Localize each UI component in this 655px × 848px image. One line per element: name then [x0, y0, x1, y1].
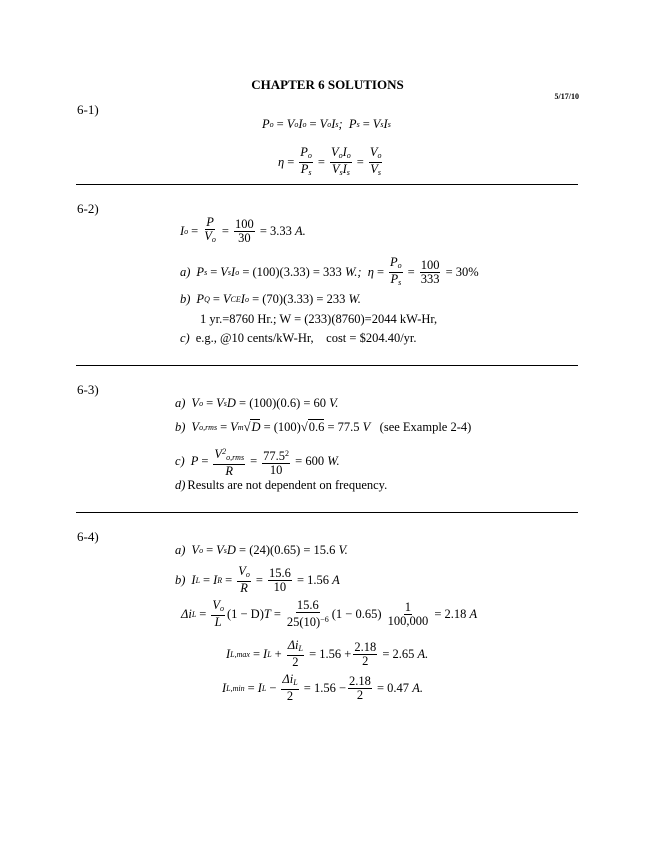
equation-transistor-power: b) P Q = V CE I o = (70)(3.33) = 233 W. [180, 292, 361, 306]
cost-line: c) e.g., @10 cents/kW-Hr, cost = $204.40/yr. [180, 331, 417, 345]
equation-rms-voltage: b) V o,rms = V m √ D = (100) √ 0.6 = 77.5 V (see Example 2-4) [175, 419, 472, 434]
equation-max-current: I L,max = I L + $\frac{\Delta i_L}{2}$ = 1.56 + $\frac{2.18}{2}$ = 2.65 A. [226, 638, 429, 669]
page-title: CHAPTER 6 SOLUTIONS [251, 77, 404, 92]
equation-power: P o = V o I o = V o I s ; P s = V s I s [262, 117, 391, 131]
section-divider [76, 512, 578, 513]
equation-efficiency: η = $\frac{P_o}{P_s}$ = $\frac{V_oI_o}{V_sI_s}$ = $\frac{V_o}{V_s}$ [278, 145, 382, 177]
equation-load-power: c) P = $\frac{V^2_{o,rms}}{R}$ = $\frac{77.5^2}{10}$ = 600 W. [175, 447, 340, 478]
problem-number: 6-1) [77, 102, 99, 117]
problem-number: 6-3) [77, 382, 99, 397]
energy-line: 1 yr.=8760 Hr.; W = (233)(8760)=2044 kW-Hr, [200, 312, 438, 326]
equation-source-power: a) P s = V s I o = (100)(3.33) = 333 W.; η = $\frac{P_o}{P_s}$ = $\frac{100}{333}$ = 30% [180, 255, 479, 287]
equation-min-current: I L,min = I L − $\frac{\Delta i_L}{2}$ = 1.56 − $\frac{2.18}{2}$ = 0.47 A. [222, 672, 423, 703]
frequency-note: d) Results are not dependent on frequency. [175, 478, 388, 492]
section-divider [76, 184, 578, 185]
section-divider [76, 365, 578, 366]
equation-output-current: I o = $\frac{P}{V_o}$ = $\frac{100}{30}$ = 3.33 A. [180, 215, 306, 245]
problem-number: 6-4) [77, 529, 99, 544]
page-date: 5/17/10 [554, 92, 579, 101]
problem-number: 6-2) [77, 201, 99, 216]
equation-average-voltage: a) V o = V s D = (100)(0.6) = 60 V. [175, 396, 339, 410]
equation-output-voltage: a) V o = V s D = (24)(0.65) = 15.6 V. [175, 543, 348, 557]
equation-ripple-current: Δi L = $\frac{V_o}{L}$ (1 − D) T = $\frac{15.6}{25(10)^{-6}}$ (1 − 0.65) $\frac{1}{100,000}$ = 2.18 A [181, 598, 478, 629]
equation-inductor-current: b) I L = I R = $\frac{V_o}{R}$ = $\frac{15.6}{10}$ = 1.56 A [175, 564, 340, 595]
